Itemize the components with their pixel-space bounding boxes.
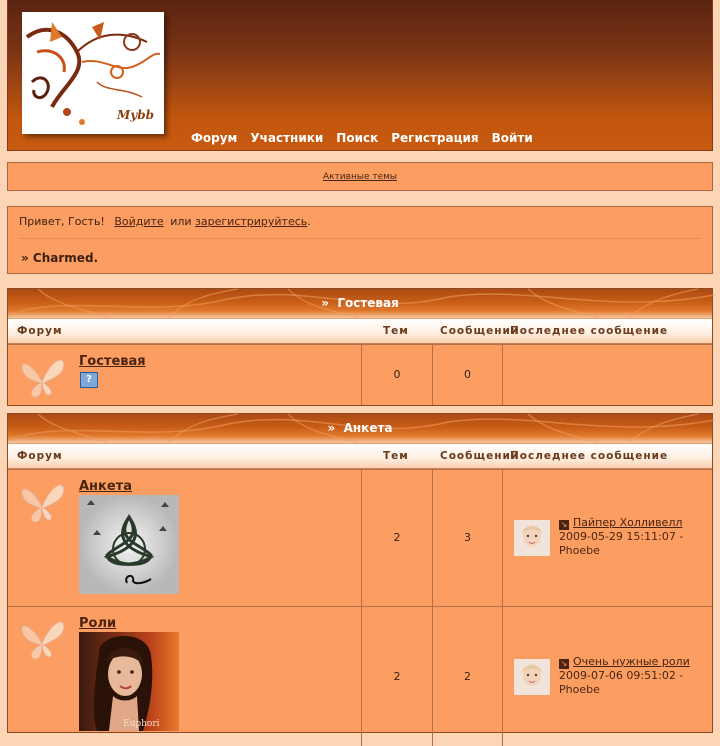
last-post-info	[559, 516, 683, 558]
last-post-info	[559, 655, 690, 697]
col-forum: Форум	[17, 450, 63, 462]
topics-count: 2	[393, 669, 401, 683]
col-posts: Сообщений	[440, 450, 520, 462]
period-text: .	[307, 215, 311, 228]
col-last: Последнее сообщение	[510, 325, 669, 337]
col-topics: Тем	[383, 450, 409, 462]
forum-cell	[8, 345, 361, 405]
avatar-face-art	[514, 659, 550, 695]
category-header	[8, 414, 712, 443]
active-topics-link[interactable]: Активные темы	[322, 172, 398, 182]
forum-link-guestbook[interactable]: Гостевая	[79, 354, 146, 369]
last-post-date: 2009-05-29 15:11:07 -	[559, 530, 684, 543]
nav-search[interactable]: Поиск	[336, 131, 379, 145]
avatar	[514, 520, 550, 556]
forum-cell	[8, 470, 361, 606]
question-icon: ?	[80, 372, 98, 388]
last-post-link[interactable]: Очень нужные роли	[573, 654, 690, 668]
last-post-author: Phoebe	[559, 544, 600, 557]
charmed-image-art	[79, 495, 179, 594]
col-last: Последнее сообщение	[510, 450, 669, 462]
forum-row	[8, 606, 712, 746]
charmed-triquetra-image	[79, 495, 179, 594]
category-profile	[7, 413, 713, 733]
greeting-text: Привет, Гость!	[19, 215, 105, 228]
welcome-panel	[7, 206, 713, 274]
column-headers	[8, 318, 712, 344]
butterfly-icon	[18, 615, 66, 661]
butterfly-icon	[18, 353, 66, 399]
category-title-text: Анкета	[343, 421, 393, 435]
topics-count: 2	[393, 531, 401, 544]
column-headers	[8, 443, 712, 469]
welcome-line	[19, 215, 311, 228]
avatar-face-art	[514, 520, 550, 556]
divider	[19, 238, 701, 239]
last-post-link[interactable]: Пайпер Холливелл	[573, 516, 683, 529]
forum-link-roles[interactable]: Роли	[79, 616, 117, 631]
chevron-double-right-icon: »	[321, 296, 329, 310]
last-post-cell	[502, 607, 712, 746]
forum-cell	[8, 607, 361, 746]
posts-count: 3	[464, 531, 471, 544]
logo-text: Mybb	[116, 108, 154, 122]
register-link[interactable]: зарегистрируйтесь	[195, 215, 308, 228]
site-logo[interactable]	[22, 12, 164, 134]
category-title-text: Гостевая	[337, 296, 399, 310]
portrait-image	[79, 632, 179, 731]
portrait-art	[79, 632, 179, 731]
or-text: или	[170, 215, 192, 228]
category-title	[8, 421, 712, 435]
main-nav	[191, 131, 533, 145]
login-link[interactable]: Войдите	[114, 215, 164, 228]
avatar	[514, 659, 550, 695]
posts-count: 0	[464, 368, 471, 381]
forum-row	[8, 344, 712, 405]
nav-register[interactable]: Регистрация	[391, 131, 479, 145]
forum-row	[8, 469, 712, 606]
breadcrumb: » Charmed.	[21, 251, 99, 265]
site-header	[7, 0, 713, 151]
category-title	[8, 296, 712, 310]
forum-link-profile[interactable]: Анкета	[79, 479, 132, 494]
arrow-down-right-icon[interactable]: ↘	[560, 658, 568, 668]
posts-cell	[432, 470, 502, 606]
category-guestbook	[7, 288, 713, 406]
last-post-cell	[502, 470, 712, 606]
last-post-author: Phoebe	[559, 682, 600, 696]
last-post-cell	[502, 345, 712, 405]
posts-count: 2	[464, 669, 471, 683]
arrow-down-right-icon[interactable]: ↘	[560, 520, 568, 529]
topics-cell	[361, 470, 432, 606]
nav-users[interactable]: Участники	[250, 131, 324, 145]
col-topics: Тем	[383, 325, 409, 337]
topics-cell	[361, 607, 432, 746]
chevron-double-right-icon: »	[327, 421, 336, 435]
posts-cell	[432, 607, 502, 746]
col-forum: Форум	[17, 325, 63, 337]
topics-cell	[361, 345, 432, 405]
nav-login[interactable]: Войти	[491, 131, 533, 145]
topics-count: 0	[393, 368, 401, 381]
active-topics-bar	[7, 162, 713, 191]
butterfly-icon	[18, 478, 66, 524]
portrait-caption: Euphori	[123, 719, 160, 729]
category-header	[8, 289, 712, 318]
col-posts: Сообщений	[440, 325, 520, 337]
last-post-date: 2009-07-06 09:51:02 -	[559, 668, 684, 682]
nav-forum[interactable]: Форум	[191, 131, 238, 145]
posts-cell	[432, 345, 502, 405]
